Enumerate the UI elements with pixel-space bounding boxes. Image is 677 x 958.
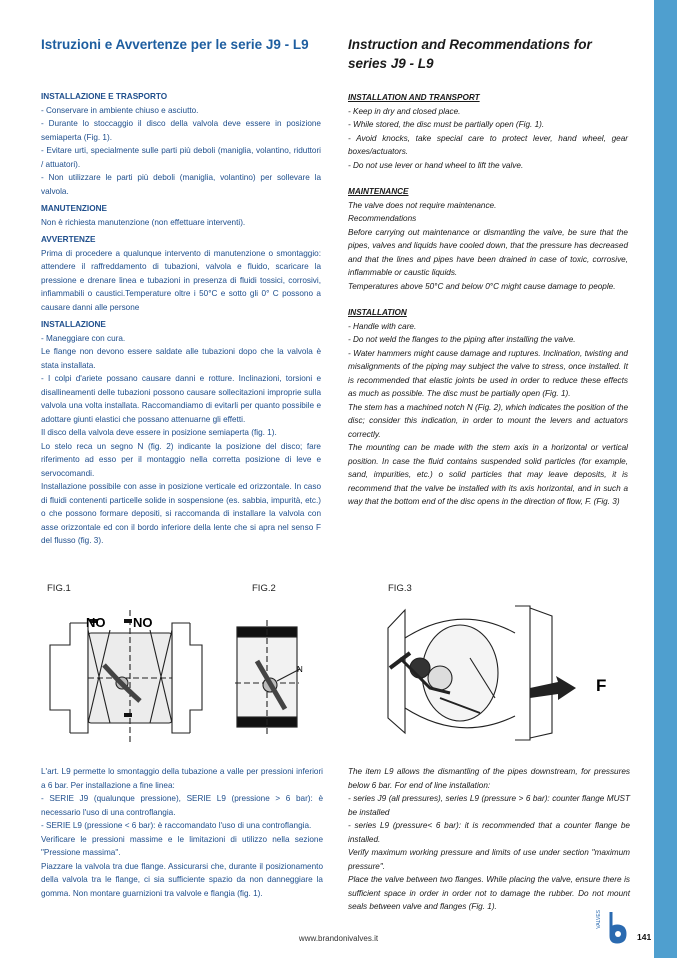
english-bottom-text bbox=[348, 765, 630, 914]
fig1-drawing bbox=[40, 605, 210, 745]
section-paragraph: - Water hammers might cause damage and ruptures. Inclination, twisting and misalignments of the piping may subject the valve to stress, once installed. It is recommended that elastic joints be used in order to reduce these effects as much as possible. The disc must be partially open (Fig. 1). bbox=[348, 348, 628, 398]
section-paragraph: - Conservare in ambiente chiuso e asciutto. bbox=[41, 105, 199, 115]
section-paragraph: Le flange non devono essere saldate alle tubazioni dopo che la valvola è stata installata. bbox=[41, 347, 321, 370]
bottom-paragraph: Piazzare la valvola tra due flange. Assicurarsi che, durante il posizionamento della valvola tra le flange, ci sia sufficiente spazio da non danneggiare la gomma. Non montare guarnizioni tra valvole e flangia (fig. 1). bbox=[41, 861, 323, 898]
fig3-drawing bbox=[380, 598, 580, 748]
bottom-paragraph: Verificare le pressioni massime e le limitazioni di utilizzo nella sezione "Pressione massima". bbox=[41, 834, 323, 857]
section-paragraph: The stem has a machined notch N (Fig. 2), which indicates the position of the disc; consider this indication, in order to mount the levers and actuators correctly. bbox=[348, 402, 628, 439]
section-paragraph: Il disco della valvola deve essere in posizione semiaperta (fig. 1). bbox=[41, 428, 277, 437]
section-heading: INSTALLAZIONE E TRASPORTO bbox=[41, 92, 168, 101]
fig1-label: FIG.1 bbox=[47, 583, 71, 594]
bottom-paragraph: - SERIE J9 (qualunque pressione), SERIE L9 (pressione > 6 bar): è necessario l'uso di una controflangia. bbox=[41, 794, 323, 817]
english-title: Instruction and Recommendations for series J9 - L9 bbox=[348, 37, 592, 71]
section-paragraph: The mounting can be made with the stem axis in a horizontal or vertical position. In case the fluid contains suspended solid particles (for example, sand, impurities, etc.) o solid particles that may leave deposits, it is recommend that the valve be installed with its axis horizontal, and in such a way that the bottom end of the disc opens in the direction of flow, F. (Fig. 3) bbox=[348, 443, 628, 506]
section-paragraph: Before carrying out maintenance or dismantling the valve, be sure that the pipes, valves and liquids have cooled down, that the pressure has decreased and that the lines and pipes have been drained in case of toxic, corrosive, inflammable or caustic liquids. bbox=[348, 227, 628, 277]
fig3-label: FIG.3 bbox=[388, 583, 412, 594]
italian-bottom-text bbox=[41, 765, 323, 900]
section-paragraph: Non è richiesta manutenzione (non effettuare interventi). bbox=[41, 217, 246, 227]
section-heading: MANUTENZIONE bbox=[41, 204, 107, 213]
fig2-notch-label: N bbox=[297, 665, 303, 674]
footer-url[interactable]: www.brandonivalves.it bbox=[298, 934, 379, 943]
section-heading: MAINTENANCE bbox=[348, 187, 409, 196]
section-paragraph: - Keep in dry and closed place. bbox=[348, 106, 461, 116]
bottom-paragraph: The item L9 allows the dismantling of the pipes downstream, for pressures below 6 bar. For end of line installation: bbox=[348, 767, 630, 790]
section-paragraph: Prima di procedere a qualunque intervento di manutenzione o smontaggio: attendere il raffreddamento di tubazioni, valvola e fluido, scaricare la pressione e drenare linea e tubazioni in presenza di fluidi tossici, corrosivi, infiammabili o caustici.Temperature oltre i 50°C e sotto gli 0° C possono a causare danni alle persone bbox=[41, 248, 321, 312]
bottom-paragraph: - SERIE L9 (pressione < 6 bar): è raccomandato l'uso di una controflangia. bbox=[41, 821, 312, 830]
section-paragraph: Installazione possibile con asse in posizione verticale ed orizzontale. In caso di fluidi contenenti particelle solide in sospensione (es. sabbia, impurità, etc.) o che possono formare depositi, si raccomanda di installare la valvola con asse orizzontale ed con il bordo inferiore della lente che si apra nel senso F del flusso (fig. 3). bbox=[41, 482, 321, 545]
section-paragraph: - While stored, the disc must be partially open (Fig. 1). bbox=[348, 120, 545, 129]
fig1-no-left: NO bbox=[86, 615, 106, 630]
section-paragraph: Lo stelo reca un segno N (fig. 2) indicante la posizione del disco; fare riferimento ad esso per il montaggio nella corretta posizione di leve e servocomandi. bbox=[41, 441, 321, 478]
english-column bbox=[348, 35, 628, 522]
logo-text: VALVES bbox=[596, 910, 602, 929]
bottom-paragraph: Verify maximum working pressure and limits of use under section "maximum pressure". bbox=[348, 848, 630, 871]
fig2-drawing bbox=[235, 605, 310, 745]
side-color-bar bbox=[654, 0, 677, 958]
section-paragraph: - Do not use lever or hand wheel to lift the valve. bbox=[348, 160, 524, 170]
italian-column bbox=[41, 35, 321, 552]
section-paragraph: - Evitare urti, specialmente sulle parti più deboli (maniglia, volantino, riduttori / attuatori). bbox=[41, 146, 321, 169]
section-paragraph: - Avoid knocks, take special care to protect lever, hand wheel, gear boxes/actuators. bbox=[348, 133, 628, 156]
section-heading: INSTALLATION AND TRANSPORT bbox=[348, 93, 480, 102]
section-paragraph: - Do not weld the flanges to the piping after installing the valve. bbox=[348, 335, 576, 344]
fig3-flow-label: F bbox=[596, 676, 607, 695]
section-paragraph: The valve does not require maintenance. bbox=[348, 200, 497, 210]
section-paragraph: - I colpi d'ariete possano causare danni e rotture. Inclinazioni, torsioni e disallineamenti delle tubazioni possono causare sollecitazioni improprie sulla valvola una volta installata. Raccomandiamo di evitarli per quanto possibile e adottare giunti elastici che possano attenuarne gli effetti. bbox=[41, 374, 321, 424]
section-paragraph: - Non utilizzare le parti più deboli (maniglia, volantino) per sollevare la valvola. bbox=[41, 173, 321, 196]
section-heading: AVVERTENZE bbox=[41, 235, 96, 244]
section-heading: INSTALLAZIONE bbox=[41, 320, 106, 329]
bottom-paragraph: - series J9 (all pressures), series L9 (pressure > 6 bar): counter flange MUST be installed bbox=[348, 794, 630, 817]
section-paragraph: - Handle with care. bbox=[348, 321, 417, 331]
bottom-paragraph: Place the valve between two flanges. While placing the valve, ensure there is sufficient space in order in order not to damage the rubber. Do not mount seals between valve and flanges (Fig. 1). bbox=[348, 875, 630, 911]
section-paragraph: Recommendations bbox=[348, 214, 417, 223]
fig2-label: FIG.2 bbox=[252, 583, 276, 594]
section-paragraph: - Maneggiare con cura. bbox=[41, 333, 126, 343]
section-heading: INSTALLATION bbox=[348, 308, 407, 317]
italian-title: Istruzioni e Avvertenze per le serie J9 - L9 bbox=[41, 37, 309, 52]
fig1-no-right: NO bbox=[133, 615, 153, 630]
bottom-paragraph: - series L9 (pressure< 6 bar): it is recommended that a counter flange be installed. bbox=[348, 821, 630, 844]
bottom-paragraph: L'art. L9 permette lo smontaggio della tubazione a valle per pressioni inferiori a 6 bar. Per installazione a fine linea: bbox=[41, 767, 323, 790]
section-paragraph: - Durante lo stoccaggio il disco della valvola deve essere in posizione semiaperta (Fig. 1). bbox=[41, 119, 321, 142]
section-paragraph: Temperatures above 50°C and below 0°C might cause damage to people. bbox=[348, 281, 616, 291]
page-number: 141 bbox=[637, 932, 652, 942]
